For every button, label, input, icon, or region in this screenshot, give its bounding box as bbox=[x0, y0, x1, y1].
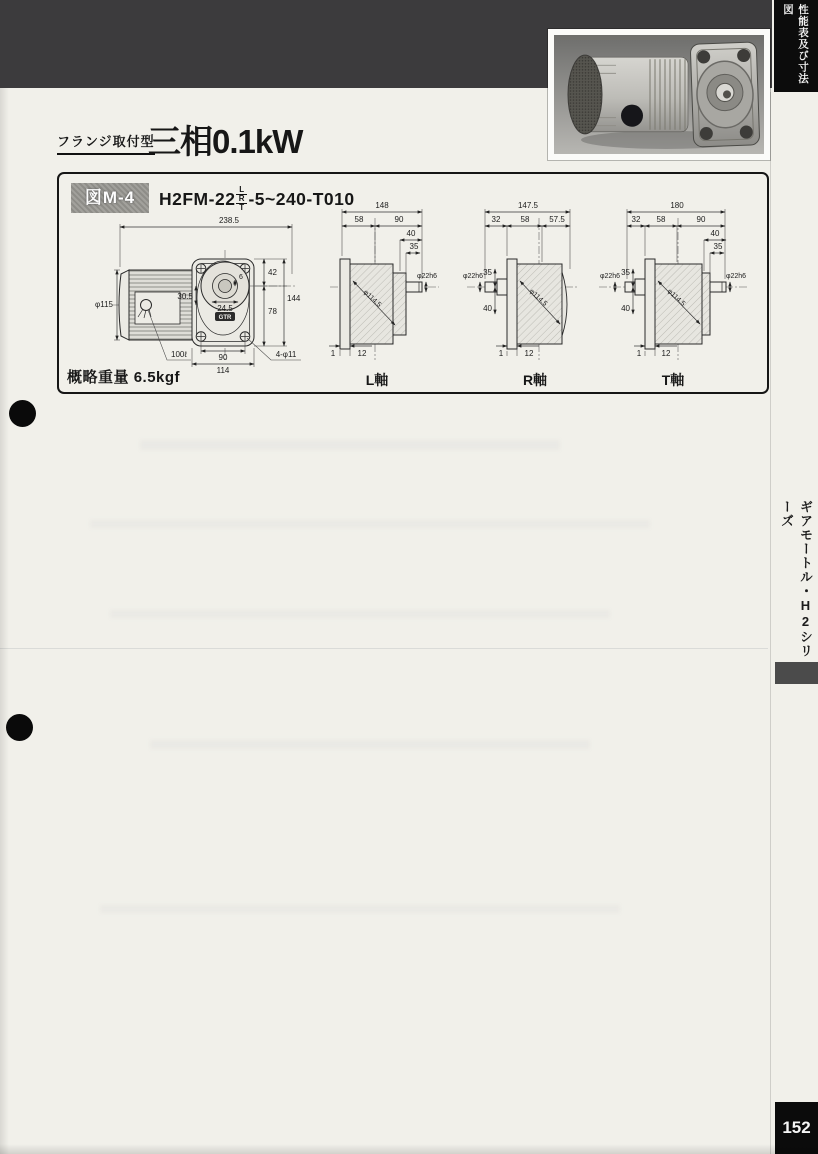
dim-label: 30.5 bbox=[177, 292, 193, 301]
section-tab-label: 性能表及び寸法図 bbox=[782, 4, 809, 85]
model-axis-r: R bbox=[236, 195, 247, 204]
dim-label: 35 bbox=[621, 268, 630, 277]
bleed-through-artifact bbox=[100, 905, 620, 913]
dim-label: 90 bbox=[394, 215, 404, 224]
model-suffix: -5~240-T010 bbox=[248, 188, 355, 209]
dim-label: 148 bbox=[375, 201, 389, 210]
dim-label: 35 bbox=[409, 242, 419, 251]
series-side-label: ギアモートル・H2シリーズ bbox=[779, 500, 813, 658]
model-prefix: H2FM-22 bbox=[159, 188, 236, 209]
section-tab bbox=[774, 0, 818, 92]
dim-label: 1 bbox=[330, 349, 336, 358]
shaft-dia-label: φ22h6 bbox=[416, 273, 438, 280]
dim-label: 40 bbox=[621, 304, 630, 313]
dim-label: 238.5 bbox=[218, 216, 240, 225]
page-edge-shadow bbox=[0, 1144, 818, 1154]
binder-dot-bottom bbox=[6, 714, 33, 741]
l-axis-view-drawing bbox=[329, 201, 439, 360]
dim-label: 12 bbox=[524, 349, 534, 358]
model-axis-l: L bbox=[236, 186, 247, 195]
shaft-dia-label: φ22h6 bbox=[462, 273, 484, 280]
dim-label: φ115 bbox=[95, 300, 113, 309]
gear-motor-photo bbox=[548, 29, 770, 160]
bleed-through-rule bbox=[0, 648, 768, 649]
caption-r-axis: R軸 bbox=[522, 372, 548, 388]
approx-weight bbox=[67, 366, 180, 387]
caption-t-axis: T軸 bbox=[661, 372, 685, 388]
dim-label: 42 bbox=[268, 268, 277, 277]
series-index-tab bbox=[775, 662, 818, 684]
dim-label: 32 bbox=[491, 215, 501, 224]
page-title: 三相0.1kW bbox=[148, 123, 303, 160]
dim-label: 144 bbox=[287, 294, 301, 303]
weight-label: 概略重量 bbox=[67, 369, 130, 386]
dim-label: 58 bbox=[354, 215, 364, 224]
dim-label: 180 bbox=[670, 201, 684, 210]
bleed-through-artifact bbox=[110, 610, 610, 618]
body-dia-label: φ114.5 bbox=[527, 287, 549, 308]
mount-type-label: フランジ取付型 bbox=[57, 131, 155, 155]
bleed-through-artifact bbox=[150, 740, 590, 749]
dim-label: 90 bbox=[696, 215, 706, 224]
dim-label: 6 bbox=[239, 274, 243, 281]
dim-label: 58 bbox=[520, 215, 530, 224]
dim-label: 57.5 bbox=[549, 215, 565, 224]
r-axis-view-drawing bbox=[463, 201, 579, 360]
bleed-through-artifact bbox=[90, 520, 650, 528]
gear-motor-photo-image bbox=[554, 35, 764, 154]
dim-label: 147.5 bbox=[517, 201, 539, 210]
dim-label: 58 bbox=[656, 215, 666, 224]
page-gutter-line bbox=[770, 92, 771, 1154]
dim-label: 35 bbox=[713, 242, 723, 251]
dim-label: 12 bbox=[357, 349, 367, 358]
figure-number-label: 図M-4 bbox=[71, 183, 149, 213]
maker-logo: GTR bbox=[218, 315, 232, 321]
dim-label: 1 bbox=[498, 349, 504, 358]
dim-label: 40 bbox=[710, 229, 720, 238]
dim-label: 35 bbox=[483, 268, 492, 277]
body-dia-label: φ114.5 bbox=[665, 287, 687, 308]
dim-label: 78 bbox=[268, 307, 277, 316]
weight-value: 6.5kgf bbox=[133, 369, 181, 386]
dim-label: 114 bbox=[216, 366, 230, 375]
model-axis-t: T bbox=[239, 203, 245, 212]
dim-label: 12 bbox=[661, 349, 671, 358]
model-number bbox=[159, 184, 355, 214]
shaft-dia-label: φ22h6 bbox=[725, 273, 747, 280]
dim-label: 40 bbox=[406, 229, 416, 238]
dim-label: 1 bbox=[636, 349, 642, 358]
holes-note: 4-φ11 bbox=[275, 350, 297, 359]
dim-label: 32 bbox=[631, 215, 641, 224]
figure-m4-box bbox=[57, 172, 769, 394]
lube-note: 100ℓ bbox=[171, 350, 187, 359]
body-dia-label: φ114.5 bbox=[361, 288, 383, 309]
binder-dot-top bbox=[9, 400, 36, 427]
t-axis-view-drawing bbox=[599, 201, 749, 360]
dim-label: 90 bbox=[218, 353, 228, 362]
page-number: 152 bbox=[782, 1118, 811, 1137]
bleed-through-artifact bbox=[140, 440, 560, 450]
page-edge-shadow bbox=[0, 88, 9, 1154]
dim-label: 40 bbox=[483, 304, 492, 313]
shaft-dia-label: φ22h6 bbox=[599, 273, 621, 280]
caption-l-axis: L軸 bbox=[365, 372, 389, 388]
dim-label: 24.5 bbox=[217, 304, 233, 313]
front-view-drawing bbox=[95, 216, 301, 375]
model-axis-stack bbox=[236, 186, 247, 212]
